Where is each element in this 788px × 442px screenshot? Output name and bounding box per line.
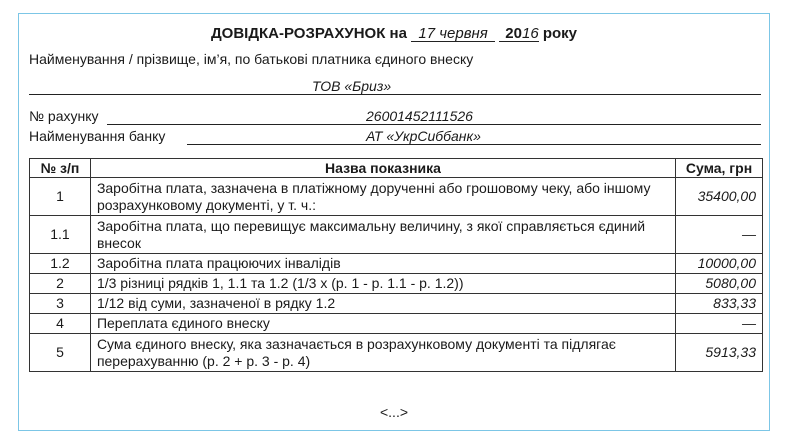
title-year-suffix: 16 xyxy=(521,25,539,42)
row-sum: 5913,33 xyxy=(676,334,763,372)
bank-label: Найменування банку xyxy=(29,128,166,144)
payer-value: ТОВ «Бриз» xyxy=(312,78,392,94)
row-sum: — xyxy=(676,216,763,254)
row-number: 1.2 xyxy=(30,254,91,274)
table-header-row xyxy=(30,159,763,178)
payer-label: Найменування / прізвище, ім’я, по батькові платника єдиного внеску xyxy=(29,51,474,67)
row-sum: — xyxy=(676,314,763,334)
row-name: Сума єдиного внеску, яка зазначається в розрахунковому документі та підлягає перерахуванню (р. 2 + р. 3 - р. 4) xyxy=(90,334,675,372)
account-value: 26001452111526 xyxy=(366,108,473,124)
account-label: № рахунку xyxy=(29,108,99,124)
row-name: 1/3 різниці рядків 1, 1.1 та 1.2 (1/3 х (р. 1 - р. 1.1 - р. 1.2)) xyxy=(90,274,675,294)
row-number: 2 xyxy=(30,274,91,294)
bank-line xyxy=(29,127,761,145)
document-frame xyxy=(18,13,770,431)
payer-underline xyxy=(29,94,761,95)
row-sum: 5080,00 xyxy=(676,274,763,294)
title-year-prefix: 20 xyxy=(505,25,522,42)
table-row xyxy=(30,334,763,372)
row-name: Заробітна плата працюючих інвалідів xyxy=(90,254,675,274)
table-row xyxy=(30,294,763,314)
table-row xyxy=(30,254,763,274)
table-row xyxy=(30,216,763,254)
account-line xyxy=(29,107,761,125)
payer-line xyxy=(29,77,761,95)
row-sum: 833,33 xyxy=(676,294,763,314)
title-year xyxy=(499,26,538,42)
continuation-ellipsis: <...> xyxy=(379,404,409,420)
account-underline xyxy=(107,124,761,125)
row-name: Заробітна плата, зазначена в платіжному дорученні або грошовому чеку, або іншому розрахунковому документі, у т. ч.: xyxy=(90,178,675,216)
title-date: 17 червня xyxy=(411,26,495,42)
table-row xyxy=(30,314,763,334)
header-number: № з/п xyxy=(30,159,91,178)
title-prefix: ДОВІДКА-РОЗРАХУНОК на xyxy=(210,25,407,42)
row-name: Заробітна плата, що перевищує максимальну величину, з якої справляється єдиний внесок xyxy=(90,216,675,254)
row-name: 1/12 від суми, зазначеної в рядку 1.2 xyxy=(90,294,675,314)
row-number: 1.1 xyxy=(30,216,91,254)
row-number: 4 xyxy=(30,314,91,334)
bank-underline xyxy=(187,144,761,145)
table-row xyxy=(30,178,763,216)
row-number: 5 xyxy=(30,334,91,372)
table-row xyxy=(30,274,763,294)
row-name: Переплата єдиного внеску xyxy=(90,314,675,334)
row-number: 1 xyxy=(30,178,91,216)
bank-value: АТ «УкрСиббанк» xyxy=(366,128,481,144)
indicators-table xyxy=(29,158,763,372)
title-suffix: року xyxy=(542,25,578,42)
row-number: 3 xyxy=(30,294,91,314)
document-title xyxy=(19,25,769,42)
row-sum: 10000,00 xyxy=(676,254,763,274)
header-sum: Сума, грн xyxy=(676,159,763,178)
header-indicator-name: Назва показника xyxy=(90,159,675,178)
row-sum: 35400,00 xyxy=(676,178,763,216)
